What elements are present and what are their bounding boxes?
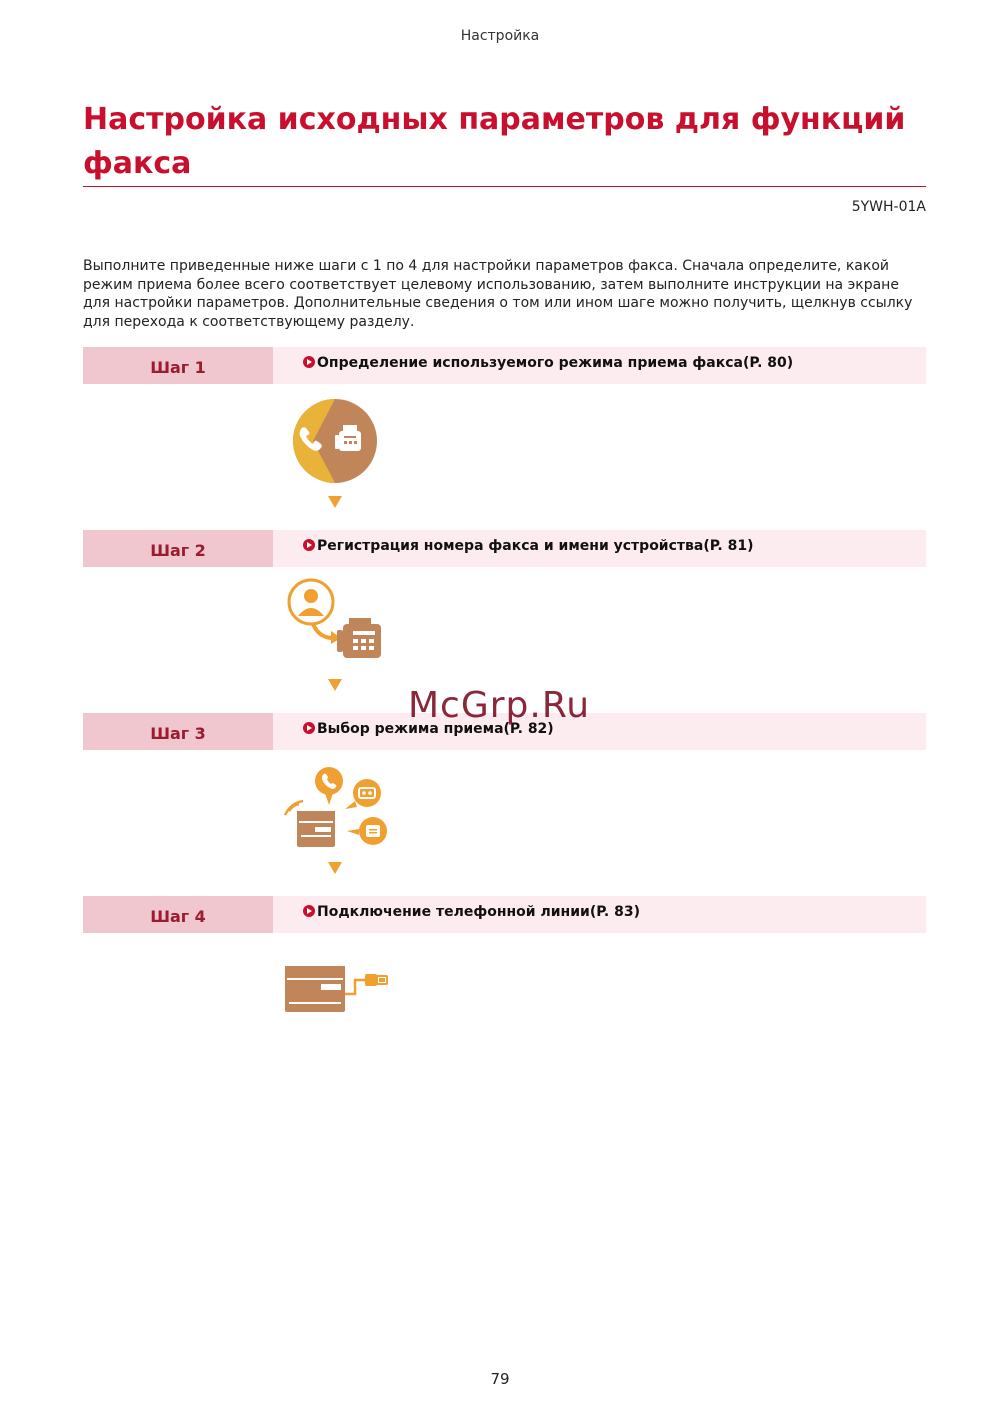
step-3-link-text: Выбор режима приема(P. 82) [317,721,554,737]
link-arrow-icon [303,356,315,368]
running-header: Настройка [460,28,540,44]
step-2-link-text: Регистрация номера факса и имени устройства(P. 81) [317,538,754,554]
user-to-fax-icon [283,576,393,672]
step-1-label: Шаг 1 [83,347,273,384]
step-2-label: Шаг 2 [83,530,273,567]
step-1-link-text: Определение используемого режима приема факса(P. 80) [317,355,794,371]
link-arrow-icon [303,722,315,734]
phone-line-connection-icon [283,958,393,1054]
step-4-link[interactable] [273,896,926,933]
step-2 [83,530,926,567]
link-arrow-icon [303,539,315,551]
down-arrow-icon [328,679,342,691]
step-3-link[interactable] [273,713,926,750]
step-bar [83,347,926,384]
step-3-label: Шаг 3 [83,713,273,750]
link-arrow-icon [303,905,315,917]
down-arrow-icon [328,496,342,508]
step-1 [83,347,926,384]
document-code: 5YWH-01A [851,199,926,215]
step-bar [83,530,926,567]
step-1-link[interactable] [273,347,926,384]
step-4 [83,896,926,933]
phone-fax-mode-icon [283,395,393,491]
down-arrow-icon [328,862,342,874]
intro-paragraph: Выполните приведенные ниже шаги с 1 по 4 для настройки параметров факса. Сначала определите, какой режим приема более всего соответствует целевому использованию, затем выполните инструкции на экране для настройки параметров. Дополнительные сведения о том или ином шаге можно получить, щелкнув ссылку для перехода к соответствующему разделу. [83,258,913,330]
page-number: 79 [490,1370,510,1388]
page-title: Настройка исходных параметров для функций факса [83,102,906,181]
watermark: McGrp.Ru [408,685,591,726]
step-4-label: Шаг 4 [83,896,273,933]
receive-mode-options-icon [283,763,393,859]
step-2-link[interactable] [273,530,926,567]
step-4-link-text: Подключение телефонной линии(P. 83) [317,904,640,920]
step-bar [83,896,926,933]
title-divider [83,186,926,187]
